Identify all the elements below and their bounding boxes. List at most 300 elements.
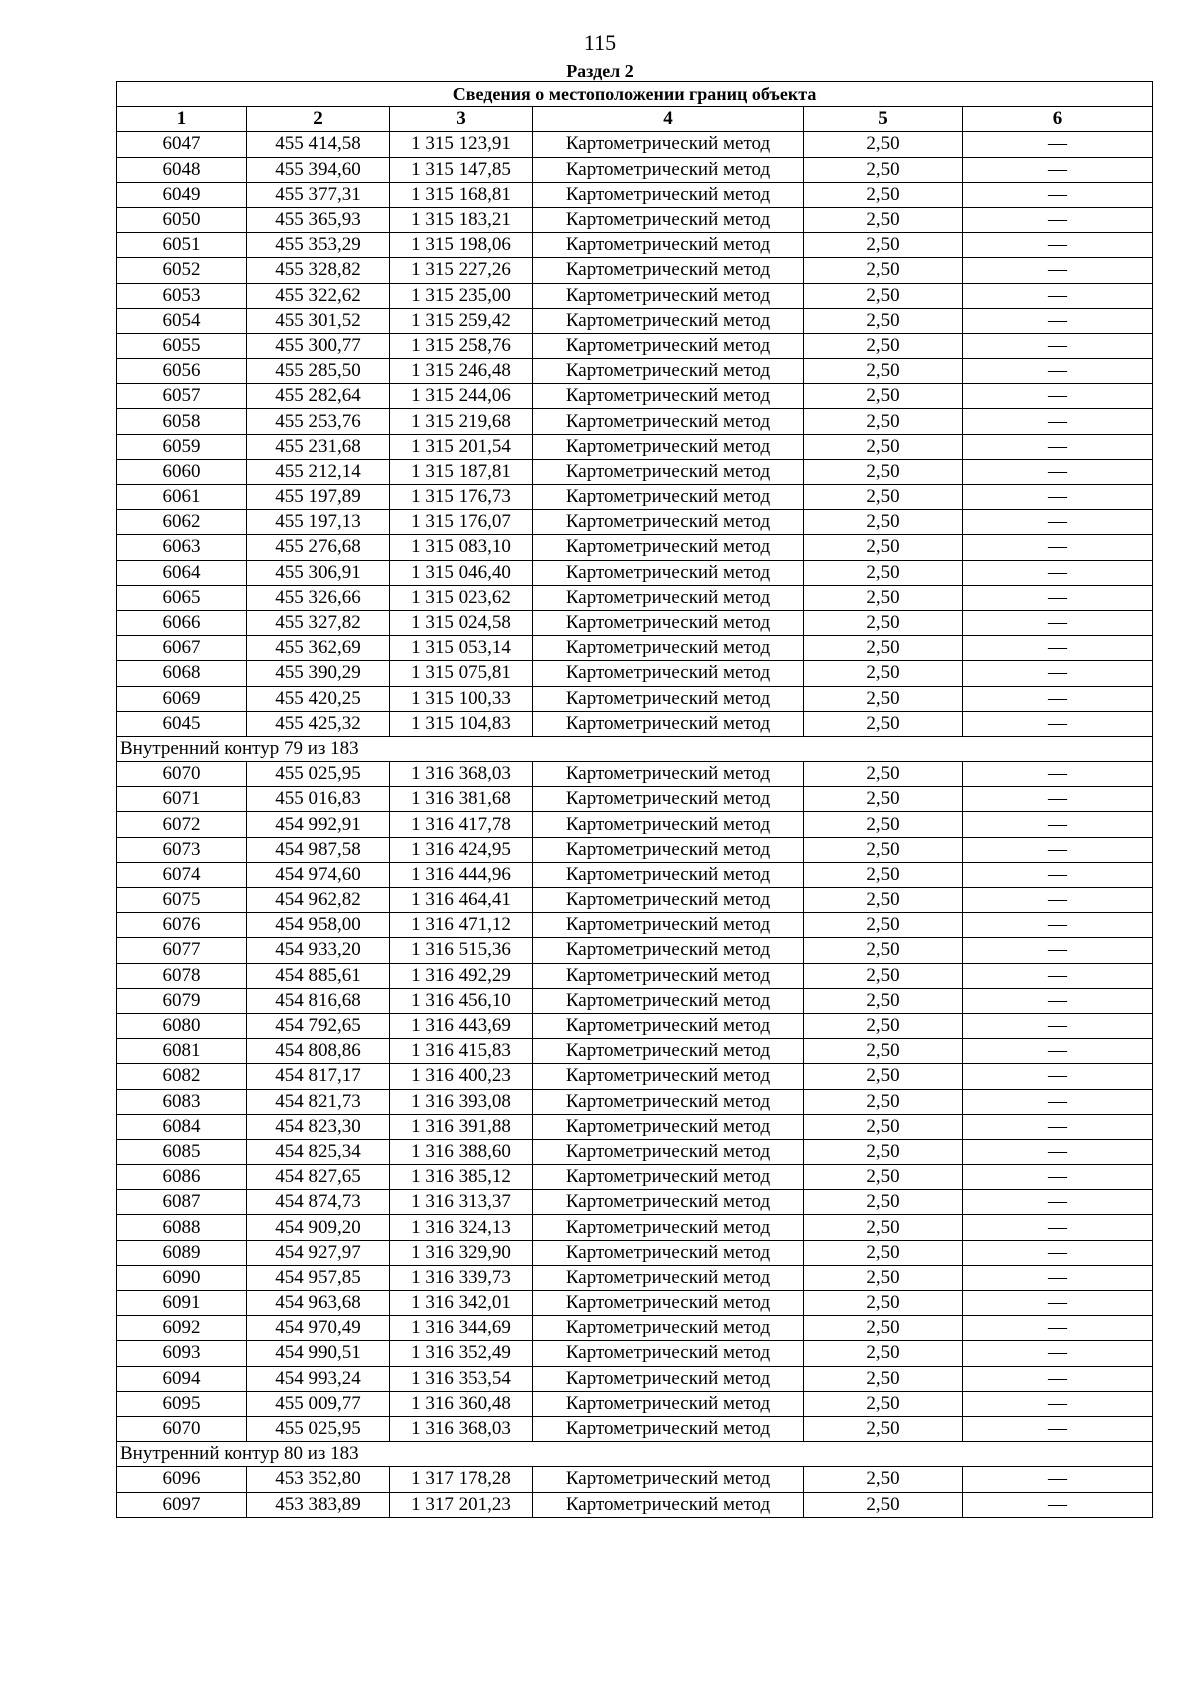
table-cell: 455 253,76	[247, 409, 390, 434]
table-row	[117, 888, 1153, 913]
table-cell: —	[963, 308, 1153, 333]
table-cell: 1 315 227,26	[390, 258, 533, 283]
table-cell: 454 827,65	[247, 1165, 390, 1190]
table-cell: Картометрический метод	[533, 1013, 804, 1038]
table-row	[117, 1492, 1153, 1517]
table-row	[117, 1467, 1153, 1492]
table-cell: 6063	[117, 535, 247, 560]
table-cell: 1 315 083,10	[390, 535, 533, 560]
table-cell: —	[963, 1416, 1153, 1441]
table-cell: Картометрический метод	[533, 1064, 804, 1089]
table-cell: 1 315 123,91	[390, 132, 533, 157]
table-cell: 2,50	[804, 1039, 963, 1064]
table-cell: 454 792,65	[247, 1013, 390, 1038]
table-cell: 454 958,00	[247, 913, 390, 938]
table-row	[117, 1039, 1153, 1064]
table-cell: 2,50	[804, 1316, 963, 1341]
table-cell: 1 316 344,69	[390, 1316, 533, 1341]
table-cell: 1 315 176,73	[390, 485, 533, 510]
table-cell: 455 365,93	[247, 207, 390, 232]
table-row	[117, 1215, 1153, 1240]
table-cell: 2,50	[804, 812, 963, 837]
table-cell: 2,50	[804, 409, 963, 434]
table-row	[117, 686, 1153, 711]
table-cell: 1 316 352,49	[390, 1341, 533, 1366]
table-cell: Картометрический метод	[533, 283, 804, 308]
table-cell: 2,50	[804, 1391, 963, 1416]
table-row	[117, 308, 1153, 333]
table-cell: 2,50	[804, 132, 963, 157]
table-cell: 1 316 456,10	[390, 988, 533, 1013]
table-cell: 6068	[117, 661, 247, 686]
table-cell: Картометрический метод	[533, 1291, 804, 1316]
table-cell: Картометрический метод	[533, 812, 804, 837]
contour-header-row	[117, 1442, 1153, 1467]
table-cell: 454 816,68	[247, 988, 390, 1013]
table-cell: Картометрический метод	[533, 1165, 804, 1190]
table-cell: —	[963, 1265, 1153, 1290]
table-cell: 1 316 360,48	[390, 1391, 533, 1416]
table-cell: 2,50	[804, 1139, 963, 1164]
table-cell: —	[963, 1064, 1153, 1089]
table-cell: —	[963, 384, 1153, 409]
table-cell: 455 212,14	[247, 459, 390, 484]
table-cell: Картометрический метод	[533, 459, 804, 484]
table-cell: 6065	[117, 585, 247, 610]
table-row	[117, 661, 1153, 686]
table-cell: 6052	[117, 258, 247, 283]
table-cell: 2,50	[804, 787, 963, 812]
table-title: Сведения о местоположении границ объекта	[117, 82, 1153, 107]
section-title: Раздел 2	[566, 61, 634, 81]
table-cell: 455 276,68	[247, 535, 390, 560]
table-cell: 1 316 444,96	[390, 862, 533, 887]
table-cell: 455 326,66	[247, 585, 390, 610]
table-cell: 2,50	[804, 686, 963, 711]
table-cell: 454 825,34	[247, 1139, 390, 1164]
table-cell: —	[963, 359, 1153, 384]
table-cell: —	[963, 1190, 1153, 1215]
table-cell: —	[963, 233, 1153, 258]
table-cell: 1 316 393,08	[390, 1089, 533, 1114]
table-row	[117, 157, 1153, 182]
table-cell: 1 315 023,62	[390, 585, 533, 610]
table-cell: 1 315 235,00	[390, 283, 533, 308]
table-cell: Картометрический метод	[533, 1492, 804, 1517]
table-cell: Картометрический метод	[533, 787, 804, 812]
table-cell: 455 377,31	[247, 182, 390, 207]
table-row	[117, 1265, 1153, 1290]
table-cell: 2,50	[804, 308, 963, 333]
table-row	[117, 333, 1153, 358]
table-cell: —	[963, 258, 1153, 283]
table-cell: 454 990,51	[247, 1341, 390, 1366]
table-row	[117, 1139, 1153, 1164]
table-cell: 2,50	[804, 1013, 963, 1038]
table-cell: —	[963, 182, 1153, 207]
table-cell: 454 992,91	[247, 812, 390, 837]
table-cell: 454 927,97	[247, 1240, 390, 1265]
table-cell: 455 322,62	[247, 283, 390, 308]
table-cell: 6070	[117, 1416, 247, 1441]
table-cell: Картометрический метод	[533, 1366, 804, 1391]
table-cell: —	[963, 636, 1153, 661]
table-row	[117, 283, 1153, 308]
table-cell: 1 315 046,40	[390, 560, 533, 585]
table-cell: 454 909,20	[247, 1215, 390, 1240]
table-row	[117, 1291, 1153, 1316]
table-row	[117, 837, 1153, 862]
table-cell: —	[963, 283, 1153, 308]
table-cell: —	[963, 1013, 1153, 1038]
table-cell: —	[963, 762, 1153, 787]
table-cell: 6090	[117, 1265, 247, 1290]
table-cell: 2,50	[804, 1341, 963, 1366]
table-cell: 2,50	[804, 610, 963, 635]
table-cell: 6061	[117, 485, 247, 510]
table-row	[117, 1240, 1153, 1265]
table-cell: 454 885,61	[247, 963, 390, 988]
table-cell: —	[963, 1467, 1153, 1492]
table-cell: —	[963, 938, 1153, 963]
table-cell: 2,50	[804, 1291, 963, 1316]
table-cell: 6089	[117, 1240, 247, 1265]
table-cell: 6088	[117, 1215, 247, 1240]
table-cell: 2,50	[804, 1467, 963, 1492]
table-cell: —	[963, 1341, 1153, 1366]
table-cell: 455 231,68	[247, 434, 390, 459]
table-body	[117, 132, 1153, 1517]
table-cell: Картометрический метод	[533, 762, 804, 787]
table-cell: 2,50	[804, 1064, 963, 1089]
table-cell: 454 808,86	[247, 1039, 390, 1064]
table-cell: Картометрический метод	[533, 711, 804, 736]
column-header: 6	[963, 107, 1153, 132]
table-cell: 6093	[117, 1341, 247, 1366]
table-cell: Картометрический метод	[533, 1391, 804, 1416]
table-cell: 1 316 342,01	[390, 1291, 533, 1316]
table-cell: —	[963, 1316, 1153, 1341]
table-cell: 1 315 100,33	[390, 686, 533, 711]
table-row	[117, 762, 1153, 787]
table-row	[117, 938, 1153, 963]
table-cell: 455 353,29	[247, 233, 390, 258]
table-cell: 2,50	[804, 636, 963, 661]
table-cell: 6096	[117, 1467, 247, 1492]
table-cell: 1 316 443,69	[390, 1013, 533, 1038]
table-cell: 1 315 258,76	[390, 333, 533, 358]
table-cell: 6055	[117, 333, 247, 358]
table-cell: Картометрический метод	[533, 233, 804, 258]
table-cell: Картометрический метод	[533, 485, 804, 510]
table-cell: —	[963, 485, 1153, 510]
table-cell: 1 316 339,73	[390, 1265, 533, 1290]
table-cell: 455 300,77	[247, 333, 390, 358]
table-cell: 455 390,29	[247, 661, 390, 686]
table-cell: 454 963,68	[247, 1291, 390, 1316]
table-cell: 6076	[117, 913, 247, 938]
table-cell: 2,50	[804, 1089, 963, 1114]
table-cell: 454 987,58	[247, 837, 390, 862]
table-row	[117, 1416, 1153, 1441]
table-cell: Картометрический метод	[533, 384, 804, 409]
table-cell: 6053	[117, 283, 247, 308]
table-cell: Картометрический метод	[533, 837, 804, 862]
table-cell: Картометрический метод	[533, 1265, 804, 1290]
table-cell: 6050	[117, 207, 247, 232]
table-cell: —	[963, 1039, 1153, 1064]
table-cell: Картометрический метод	[533, 636, 804, 661]
table-cell: —	[963, 434, 1153, 459]
table-cell: —	[963, 661, 1153, 686]
table-cell: 1 317 201,23	[390, 1492, 533, 1517]
table-cell: 2,50	[804, 1165, 963, 1190]
table-cell: 6081	[117, 1039, 247, 1064]
table-cell: —	[963, 535, 1153, 560]
table-cell: 455 025,95	[247, 1416, 390, 1441]
table-cell: —	[963, 1366, 1153, 1391]
table-cell: 1 315 198,06	[390, 233, 533, 258]
table-row	[117, 1089, 1153, 1114]
table-cell: 1 316 464,41	[390, 888, 533, 913]
table-cell: 6047	[117, 132, 247, 157]
table-cell: 6049	[117, 182, 247, 207]
table-cell: 455 420,25	[247, 686, 390, 711]
table-row	[117, 610, 1153, 635]
table-cell: 2,50	[804, 157, 963, 182]
table-row	[117, 434, 1153, 459]
table-cell: Картометрический метод	[533, 888, 804, 913]
table-cell: —	[963, 686, 1153, 711]
table-cell: Картометрический метод	[533, 510, 804, 535]
table-cell: —	[963, 459, 1153, 484]
table-cell: Картометрический метод	[533, 434, 804, 459]
table-cell: 1 315 183,21	[390, 207, 533, 232]
table-cell: 454 933,20	[247, 938, 390, 963]
table-cell: 2,50	[804, 1114, 963, 1139]
table-cell: Картометрический метод	[533, 1215, 804, 1240]
table-cell: Картометрический метод	[533, 1190, 804, 1215]
table-cell: Картометрический метод	[533, 157, 804, 182]
table-cell: 6083	[117, 1089, 247, 1114]
table-cell: 2,50	[804, 258, 963, 283]
contour-label: Внутренний контур 80 из 183	[117, 1442, 1153, 1467]
table-cell: Картометрический метод	[533, 333, 804, 358]
table-row	[117, 409, 1153, 434]
table-row	[117, 384, 1153, 409]
table-cell: 6082	[117, 1064, 247, 1089]
table-cell: —	[963, 812, 1153, 837]
table-cell: 1 316 391,88	[390, 1114, 533, 1139]
table-cell: 453 352,80	[247, 1467, 390, 1492]
table-cell: 1 315 075,81	[390, 661, 533, 686]
table-cell: 2,50	[804, 283, 963, 308]
table-cell: 453 383,89	[247, 1492, 390, 1517]
table-cell: 1 315 147,85	[390, 157, 533, 182]
table-cell: —	[963, 610, 1153, 635]
table-cell: 455 394,60	[247, 157, 390, 182]
table-cell: 1 316 329,90	[390, 1240, 533, 1265]
table-cell: 454 957,85	[247, 1265, 390, 1290]
table-cell: Картометрический метод	[533, 535, 804, 560]
table-cell: 1 317 178,28	[390, 1467, 533, 1492]
table-cell: 2,50	[804, 207, 963, 232]
table-cell: 2,50	[804, 661, 963, 686]
table-cell: 2,50	[804, 1190, 963, 1215]
table-cell: 2,50	[804, 560, 963, 585]
table-cell: Картометрический метод	[533, 1316, 804, 1341]
table-cell: 455 301,52	[247, 308, 390, 333]
table-cell: 2,50	[804, 837, 963, 862]
table-cell: —	[963, 1139, 1153, 1164]
table-cell: —	[963, 988, 1153, 1013]
table-cell: 2,50	[804, 762, 963, 787]
table-cell: Картометрический метод	[533, 1114, 804, 1139]
table-cell: 6087	[117, 1190, 247, 1215]
table-row	[117, 1165, 1153, 1190]
table-cell: 455 362,69	[247, 636, 390, 661]
table-cell: 6080	[117, 1013, 247, 1038]
table-cell: —	[963, 157, 1153, 182]
boundary-coordinates-table	[116, 81, 1153, 1518]
table-cell: 6095	[117, 1391, 247, 1416]
table-cell: 2,50	[804, 510, 963, 535]
table-cell: 455 285,50	[247, 359, 390, 384]
table-cell: 454 974,60	[247, 862, 390, 887]
table-row	[117, 862, 1153, 887]
table-cell: Картометрический метод	[533, 1467, 804, 1492]
table-row	[117, 233, 1153, 258]
table-row	[117, 1190, 1153, 1215]
table-cell: 455 306,91	[247, 560, 390, 585]
table-cell: 1 316 515,36	[390, 938, 533, 963]
table-cell: 6060	[117, 459, 247, 484]
table-cell: 1 315 246,48	[390, 359, 533, 384]
table-cell: 1 315 168,81	[390, 182, 533, 207]
contour-header-row	[117, 736, 1153, 761]
table-cell: 454 821,73	[247, 1089, 390, 1114]
table-cell: 2,50	[804, 233, 963, 258]
table-cell: Картометрический метод	[533, 862, 804, 887]
table-cell: —	[963, 1492, 1153, 1517]
table-cell: 6092	[117, 1316, 247, 1341]
table-cell: Картометрический метод	[533, 409, 804, 434]
table-cell: 6057	[117, 384, 247, 409]
table-cell: 1 315 219,68	[390, 409, 533, 434]
table-cell: 455 009,77	[247, 1391, 390, 1416]
table-cell: 455 016,83	[247, 787, 390, 812]
table-cell: 2,50	[804, 862, 963, 887]
table-cell: 455 025,95	[247, 762, 390, 787]
table-cell: 2,50	[804, 1366, 963, 1391]
table-cell: 6086	[117, 1165, 247, 1190]
table-cell: —	[963, 207, 1153, 232]
table-cell: 455 425,32	[247, 711, 390, 736]
table-cell: 455 414,58	[247, 132, 390, 157]
table-cell: 6045	[117, 711, 247, 736]
table-cell: —	[963, 888, 1153, 913]
column-header: 4	[533, 107, 804, 132]
table-cell: 1 316 368,03	[390, 762, 533, 787]
table-cell: 454 970,49	[247, 1316, 390, 1341]
table-cell: 1 316 400,23	[390, 1064, 533, 1089]
table-cell: 6054	[117, 308, 247, 333]
table-cell: Картометрический метод	[533, 1089, 804, 1114]
table-cell: 1 315 053,14	[390, 636, 533, 661]
table-cell: 6072	[117, 812, 247, 837]
table-cell: 454 874,73	[247, 1190, 390, 1215]
table-row	[117, 258, 1153, 283]
table-cell: 6078	[117, 963, 247, 988]
table-cell: 6079	[117, 988, 247, 1013]
table-cell: 1 315 104,83	[390, 711, 533, 736]
table-cell: 2,50	[804, 1265, 963, 1290]
table-cell: —	[963, 1391, 1153, 1416]
table-cell: 1 316 471,12	[390, 913, 533, 938]
table-row	[117, 359, 1153, 384]
table-cell: 2,50	[804, 585, 963, 610]
table-cell: 6067	[117, 636, 247, 661]
table-cell: Картометрический метод	[533, 1416, 804, 1441]
table-cell: 2,50	[804, 1240, 963, 1265]
table-cell: 455 328,82	[247, 258, 390, 283]
table-cell: Картометрический метод	[533, 258, 804, 283]
table-row	[117, 1316, 1153, 1341]
table-cell: 2,50	[804, 938, 963, 963]
table-cell: 6073	[117, 837, 247, 862]
table-cell: Картометрический метод	[533, 207, 804, 232]
table-row	[117, 963, 1153, 988]
table-cell: 1 316 353,54	[390, 1366, 533, 1391]
table-row	[117, 913, 1153, 938]
table-cell: —	[963, 711, 1153, 736]
table-cell: Картометрический метод	[533, 182, 804, 207]
table-row	[117, 1366, 1153, 1391]
table-cell: 6064	[117, 560, 247, 585]
table-cell: 1 316 385,12	[390, 1165, 533, 1190]
table-row	[117, 535, 1153, 560]
table-cell: —	[963, 1291, 1153, 1316]
table-cell: —	[963, 1165, 1153, 1190]
table-row	[117, 459, 1153, 484]
table-row	[117, 711, 1153, 736]
column-header: 5	[804, 107, 963, 132]
table-cell: 2,50	[804, 1215, 963, 1240]
table-cell: 1 315 201,54	[390, 434, 533, 459]
table-cell: 1 316 417,78	[390, 812, 533, 837]
table-cell: Картометрический метод	[533, 1341, 804, 1366]
table-cell: 2,50	[804, 711, 963, 736]
table-cell: 1 316 424,95	[390, 837, 533, 862]
table-row	[117, 510, 1153, 535]
table-cell: 454 823,30	[247, 1114, 390, 1139]
table-cell: 6097	[117, 1492, 247, 1517]
table-cell: —	[963, 1114, 1153, 1139]
table-cell: 455 327,82	[247, 610, 390, 635]
table-cell: —	[963, 585, 1153, 610]
table-cell: 6094	[117, 1366, 247, 1391]
table-cell: 6084	[117, 1114, 247, 1139]
table-cell: Картометрический метод	[533, 1240, 804, 1265]
table-cell: 6059	[117, 434, 247, 459]
table-cell: Картометрический метод	[533, 560, 804, 585]
table-cell: Картометрический метод	[533, 1139, 804, 1164]
table-row	[117, 132, 1153, 157]
table-cell: 1 316 368,03	[390, 1416, 533, 1441]
table-cell: 1 315 187,81	[390, 459, 533, 484]
table-cell: Картометрический метод	[533, 308, 804, 333]
table-cell: 455 282,64	[247, 384, 390, 409]
